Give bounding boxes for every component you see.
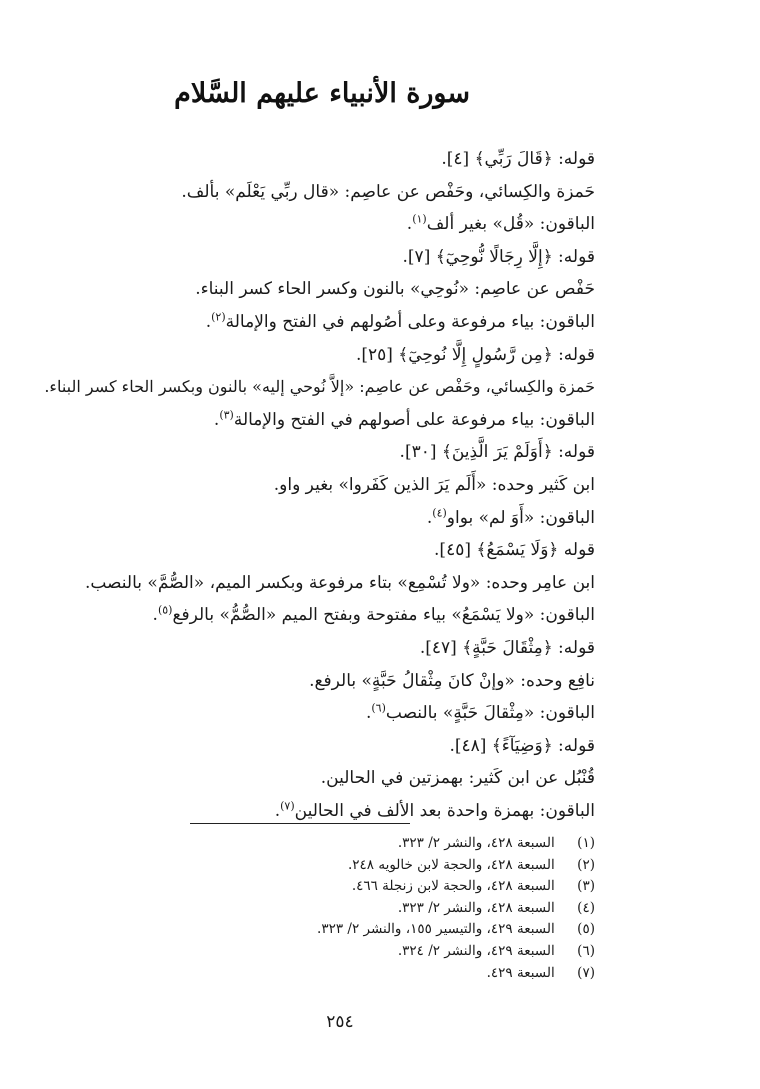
text-line: الباقون: بياء مرفوعة على أصولهم في الفتح والإمالة$^{(٣)}$. <box>213 408 595 430</box>
footnotes <box>75 833 595 984</box>
footnote: (٥) السبعة ٤٢٩، والتيسير ١٥٥، والنشر ٢/ ٣٢٣. <box>317 921 595 938</box>
surah-title: سورة الأنبياء عليهم السَّلام <box>174 78 470 109</box>
footnote: (٣) السبعة ٤٢٨، والحجة لابن زنجلة ٤٦٦. <box>351 878 595 895</box>
footnote: (٤) السبعة ٤٢٨، والنشر ٢/ ٣٢٣. <box>397 899 595 916</box>
footnote-separator <box>190 823 410 824</box>
text-line: حَفْص عن عاصِم: «نُوحِي» بالنون وكسر الحاء كسر البناء. <box>195 279 595 300</box>
footnote-ref: (٢) <box>211 310 226 324</box>
page-number: ٢٥٤ <box>326 1012 354 1032</box>
footnote-ref: (٥) <box>157 603 173 617</box>
text-line: قوله: ﴿قَالَ رَبِّي﴾ [٤]. <box>441 149 595 169</box>
text-line: قوله: ﴿أَوَلَمْ يَرَ الَّذِينَ﴾ [٣٠]. <box>399 442 595 463</box>
footnote-ref: (٦) <box>371 701 386 715</box>
text-line: قوله: ﴿مِن رَّسُولٍ إِلَّا نُوحِيٓ﴾ [٢٥]. <box>355 344 595 365</box>
footnote: (٦) السبعة ٤٢٩، والنشر ٢/ ٣٢٤. <box>397 942 595 959</box>
footnote: (١) السبعة ٤٢٨، والنشر ٢/ ٣٢٣. <box>397 835 595 851</box>
footnote: (٧) السبعة ٤٢٩. <box>486 964 595 981</box>
text-line: قُنْبُل عن ابن كَثير: بهمزتين في الحالين. <box>320 768 595 789</box>
text-line: الباقون: «مِثْقالَ حَبَّةٍ» بالنصب$^{(٦)}$. <box>365 701 595 724</box>
text-line: الباقون: «قُل» بغير ألف$^{(١)}$. <box>406 212 595 235</box>
footnote-ref: (٣) <box>219 408 234 422</box>
text-line: نافِع وحده: «وإنْ كانَ مِثْقالُ حَبَّةٍ» بالرفع. <box>309 670 595 691</box>
text-line: حَمزة والكِسائي، وحَفْص عن عاصِم: «إلاَّ نُوحي إليه» بالنون وبكسر الحاء كسر البناء. <box>44 377 595 397</box>
text-line: قوله: ﴿إِلَّا رِجَالًا نُّوحِيٓ﴾ [٧]. <box>402 246 595 267</box>
text-line: الباقون: بياء مرفوعة وعلى أصُولهم في الفتح والإمالة$^{(٢)}$. <box>205 310 595 332</box>
text-line: قوله: ﴿وَضِيَآءً﴾ [٤٨]. <box>449 735 595 756</box>
text-line: قوله ﴿وَلَا يَسْمَعُ﴾ [٤٥]. <box>434 540 595 561</box>
footnote-ref: (٤) <box>432 505 447 519</box>
text-line: ابن كَثير وحده: «أَلَم يَرَ الذين كَفَروا» بغير واو. <box>273 474 595 495</box>
footnote-ref: (٧) <box>280 799 295 813</box>
footnote-ref: (١) <box>412 212 427 226</box>
main-text <box>35 143 595 827</box>
text-line: الباقون: بهمزة واحدة بعد الألف في الحالين$^{(٧)}$. <box>274 799 595 821</box>
text-line: حَمزة والكِسائي، وحَفْص عن عاصِم: «قال ربِّي يَعْلَم» بألف. <box>181 181 595 202</box>
text-line: قوله: ﴿مِثْقَالَ حَبَّةٍ﴾ [٤٧]. <box>419 637 595 658</box>
text-line: الباقون: «أَوَ لم» بواو$^{(٤)}$. <box>426 505 595 528</box>
footnote: (٢) السبعة ٤٢٨، والحجة لابن خالويه ٢٤٨. <box>347 856 595 873</box>
text-line: ابن عامِر وحده: «ولا تُسْمِع» بتاء مرفوعة وبكسر الميم، «الصُّمَّ» بالنصب. <box>84 572 595 593</box>
text-line: الباقون: «ولا يَسْمَعُ» بياء مفتوحة وبفتح الميم «الصُّمُّ» بالرفع$^{(٥)}$. <box>152 603 595 626</box>
